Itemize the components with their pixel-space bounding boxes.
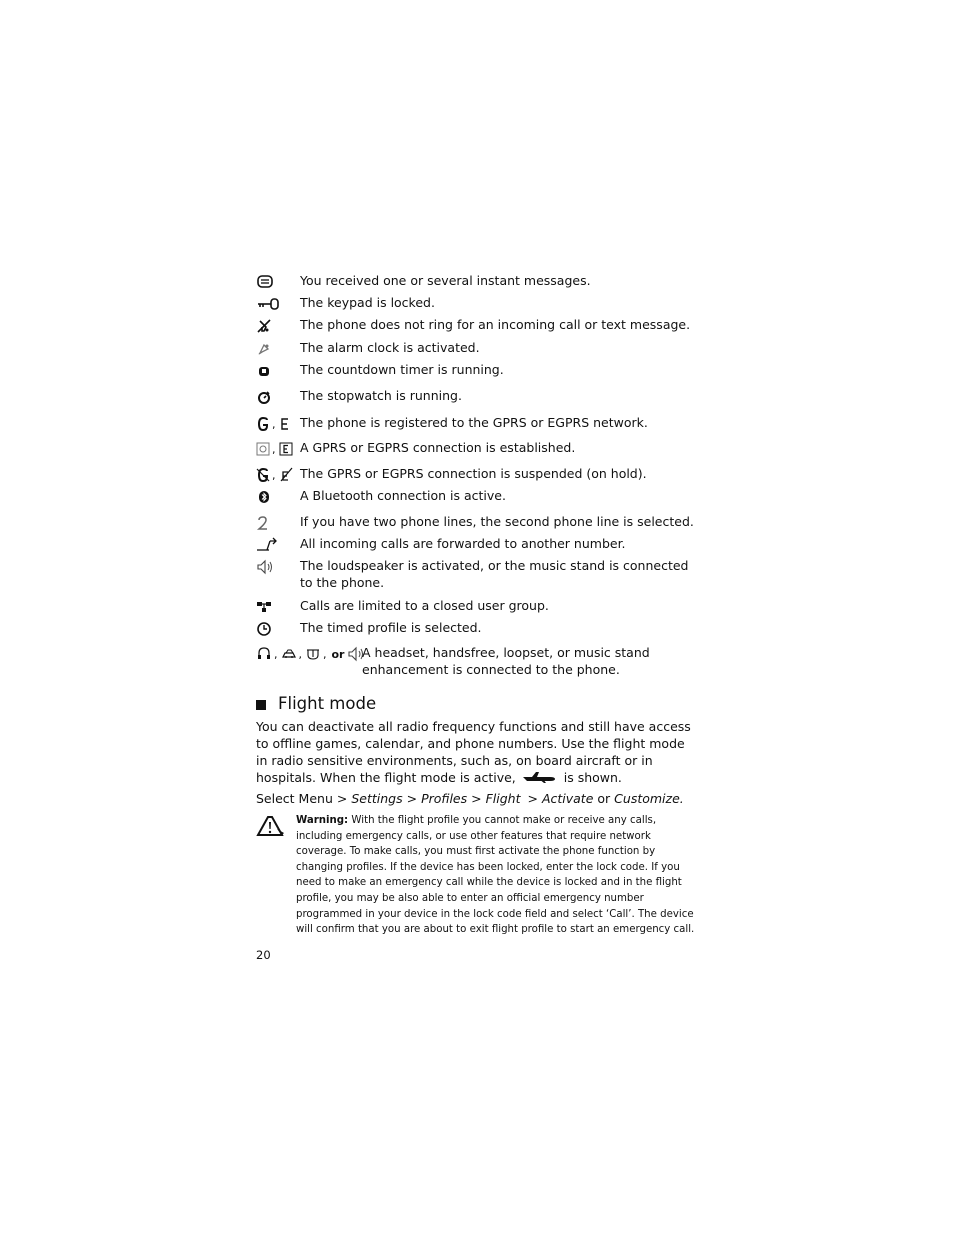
indicator-description: The phone does not ring for an incoming call or text message. <box>300 317 691 332</box>
icon-separator: , <box>272 442 276 456</box>
para-text-before-icon: You can deactivate all radio frequency functions and still have access to offline games, calendar, and phone numbers. Use the flight mode in radio sensitive environments, such as, on board aircraft or in hospitals. When the flight mode is active, <box>256 719 691 785</box>
egprs-connection-icon <box>279 441 293 457</box>
gprs-suspended-icon <box>256 467 270 483</box>
warning-body: With the flight profile you cannot make or receive any calls, including emergency calls, or use other features that require network coverage. To make calls, you must first activate the phone function by changing profiles. If the device has been locked, enter the lock code. If you need to make an emergency call while the device is locked and in the flight profile, you may be also able to enter an official emergency number programmed in your device in the lock code field and select ‘Call’. The device will confirm that you are about to exit flight profile to start an emergency call. <box>296 815 695 936</box>
menu-path-profiles: Profiles <box>421 791 468 806</box>
menu-path-or: or <box>597 791 611 806</box>
menu-path-separator: > <box>471 791 482 806</box>
egprs-suspended-icon <box>279 467 293 483</box>
section-title: Flight mode <box>278 694 377 713</box>
icon-separator: , <box>298 647 302 661</box>
egprs-registered-icon <box>279 416 291 432</box>
indicator-description: A GPRS or EGPRS connection is established. <box>300 440 576 455</box>
menu-path-activate: Activate <box>541 791 594 806</box>
indicator-description: The countdown timer is running. <box>300 362 504 377</box>
menu-path-menu: Menu <box>298 791 333 806</box>
second-line-icon <box>256 513 270 533</box>
indicator-description: The stopwatch is running. <box>300 388 462 403</box>
indicator-description: The GPRS or EGPRS connection is suspended (on hold). <box>300 466 647 481</box>
indicator-description: You received one or several instant messages. <box>300 273 591 288</box>
menu-path-prefix: Select <box>256 791 295 806</box>
icon-separator: , <box>272 468 276 482</box>
instant-message-icon <box>256 272 274 292</box>
handsfree-icon <box>281 646 297 662</box>
loudspeaker-icon <box>256 557 274 577</box>
indicator-description: All incoming calls are forwarded to another number. <box>300 536 626 551</box>
section-heading <box>256 694 376 714</box>
indicator-description: If you have two phone lines, the second phone line is selected. <box>300 514 694 529</box>
indicator-description: The loudspeaker is activated, or the music stand is connected to the phone. <box>300 558 689 590</box>
bluetooth-icon <box>256 487 272 507</box>
flight-mode-description <box>256 718 696 788</box>
menu-path-customize: Customize. <box>614 791 684 806</box>
indicator-description: The timed profile is selected. <box>300 620 482 635</box>
gprs-connection-icon <box>256 441 270 457</box>
silent-icon <box>256 316 272 336</box>
headset-icon <box>256 646 272 662</box>
indicator-description: The alarm clock is activated. <box>300 340 480 355</box>
indicator-description: The keypad is locked. <box>300 295 435 310</box>
icon-separator-or: or <box>331 647 345 661</box>
menu-path-separator: > <box>527 791 538 806</box>
menu-path-separator: > <box>336 791 348 806</box>
icon-separator: , <box>274 647 278 661</box>
closed-user-group-icon <box>256 597 272 617</box>
countdown-timer-icon <box>256 361 272 381</box>
warning-label: Warning: <box>296 815 349 826</box>
call-forward-icon <box>256 535 278 555</box>
loopset-icon <box>305 646 321 662</box>
gprs-registered-icon <box>256 416 270 432</box>
stopwatch-icon <box>256 387 272 407</box>
menu-path-flight: Flight <box>485 791 521 806</box>
menu-path-separator: > <box>406 791 418 806</box>
menu-path <box>256 790 684 807</box>
keypad-locked-icon <box>256 294 280 314</box>
warning-text <box>296 813 702 938</box>
menu-path-settings: Settings <box>351 791 403 806</box>
heading-bullet-icon <box>256 700 266 710</box>
indicator-description: Calls are limited to a closed user group. <box>300 598 549 613</box>
flight-mode-icon <box>522 770 556 788</box>
indicator-description: A Bluetooth connection is active. <box>300 488 506 503</box>
icon-separator: , <box>323 647 327 661</box>
indicator-description: The phone is registered to the GPRS or EGPRS network. <box>300 415 648 430</box>
para-text-after-icon: is shown. <box>563 770 622 785</box>
alarm-clock-icon <box>256 339 272 359</box>
indicator-description: A headset, handsfree, loopset, or music stand enhancement is connected to the phone. <box>362 645 650 677</box>
icon-separator: , <box>272 417 276 431</box>
page-number: 20 <box>256 948 271 962</box>
timed-profile-icon <box>256 619 272 639</box>
warning-icon <box>255 815 285 841</box>
